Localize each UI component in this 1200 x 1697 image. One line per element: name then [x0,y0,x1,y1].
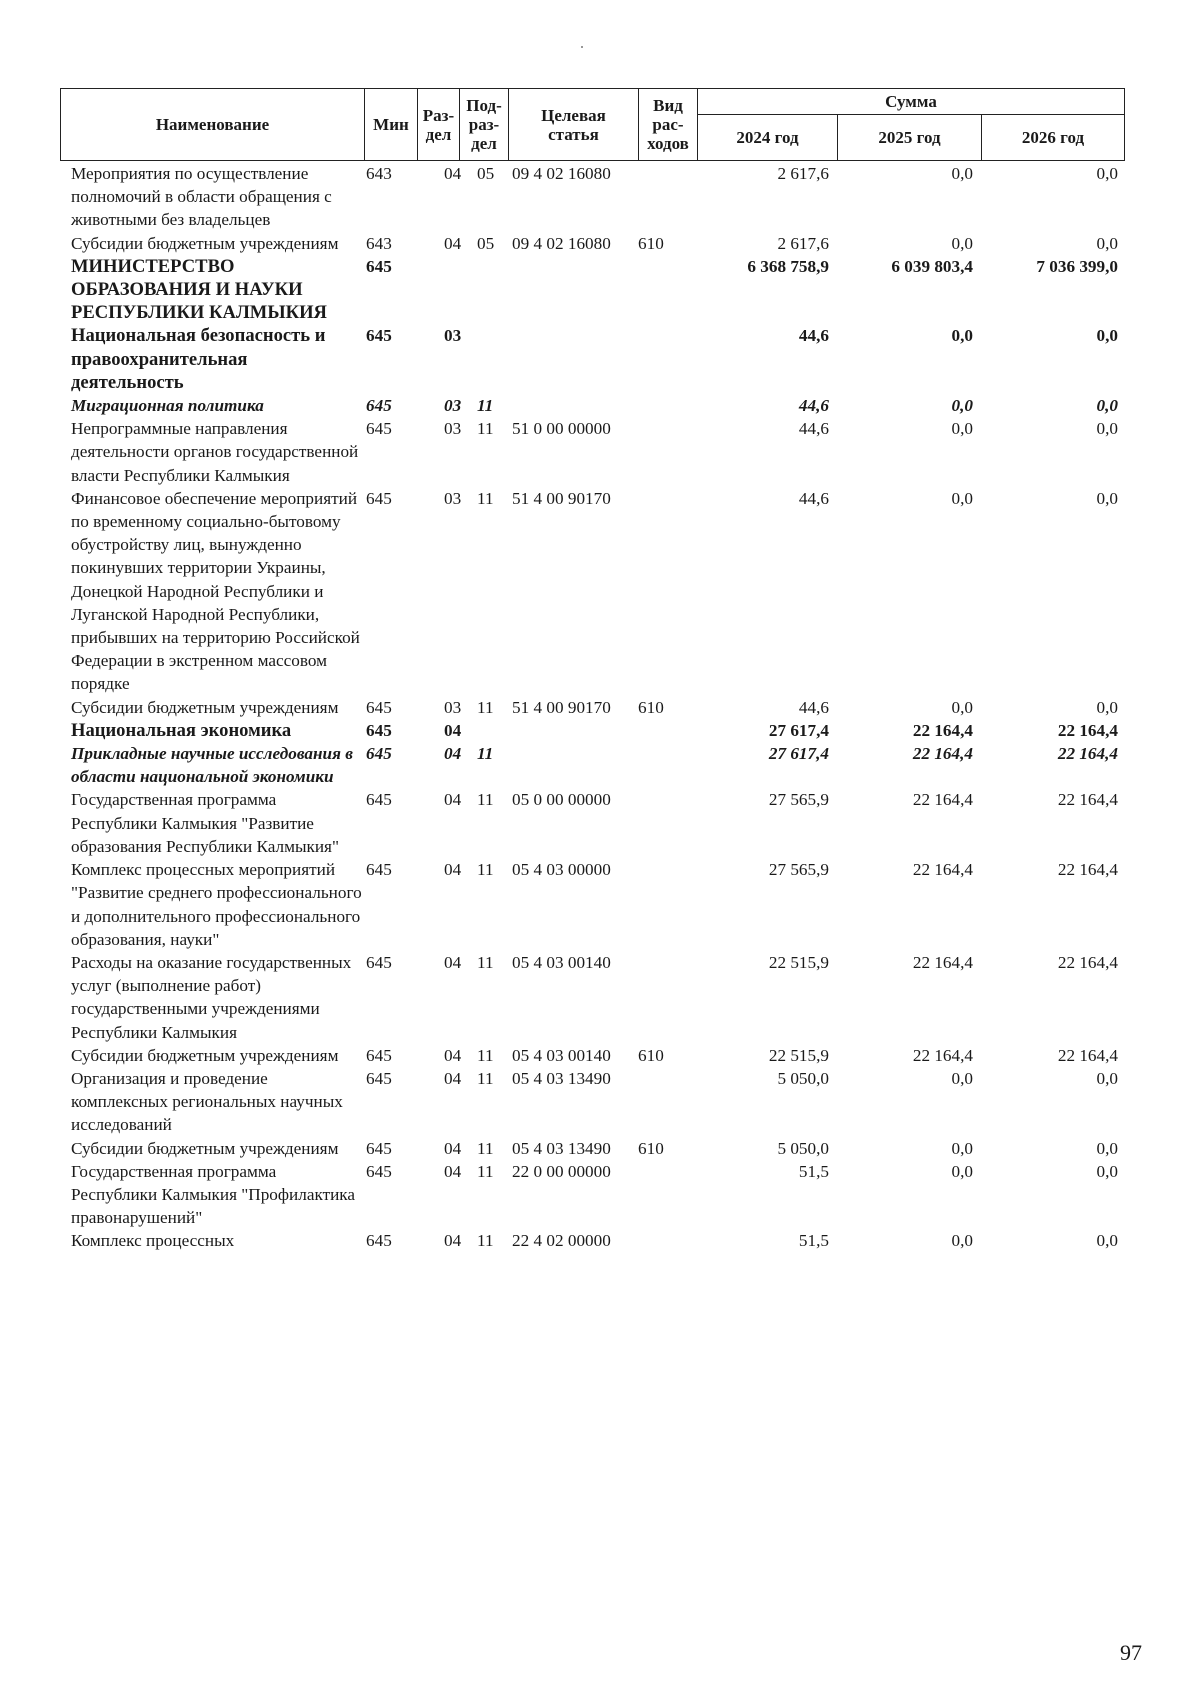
table-row [60,742,1160,788]
row-vid [638,742,697,788]
row-sum-2025: 22 164,4 [912,952,973,972]
row-sum-2024: 27 565,9 [768,790,829,810]
table-row [60,696,1160,719]
header-podrazdel-line: дел [471,134,497,153]
table-row [60,719,1160,742]
row-podrazdel: 11 [477,1161,494,1181]
row-vid [638,324,697,394]
row-name: Национальная экономика [71,719,292,741]
row-sum-2026: 0,0 [1096,396,1118,416]
row-name: Миграционная политика [71,396,264,416]
row-min: 645 [366,697,392,717]
table-header [60,88,1125,161]
row-vid: 610 [638,697,664,717]
row-sum-2024: 2 617,6 [777,233,829,253]
row-razdel: 04 [444,164,462,183]
row-razdel: 04 [444,790,462,810]
row-razdel: 04 [444,720,462,740]
row-sum-2025: 0,0 [951,1138,973,1158]
table-row [60,232,1160,255]
header-celevaya-line: статья [548,124,599,144]
row-sum-2024: 27 617,4 [768,720,829,740]
row-min: 645 [366,860,392,880]
row-name: Комплекс процессных [71,1231,235,1251]
row-name: МИНИСТЕРСТВО ОБРАЗОВАНИЯ И НАУКИ РЕСПУБЛИКИ КАЛМЫКИЯ [71,255,327,324]
row-celevaya [508,719,638,742]
row-sum-2024: 51,5 [798,1161,829,1181]
row-razdel: 04 [444,1161,462,1181]
header-podrazdel-line: Под- [466,96,502,115]
row-sum-2025: 22 164,4 [912,860,973,880]
row-sum-2026: 0,0 [1096,233,1118,253]
row-sum-2026: 0,0 [1096,164,1118,183]
row-vid [638,255,697,325]
row-name: Мероприятия по осуществление полномочий в области обращения с животными без владельцев [71,164,332,230]
row-sum-2025: 0,0 [951,488,973,508]
header-summa: Сумма [698,89,1125,115]
row-sum-2025: 0,0 [951,1231,973,1251]
row-min: 645 [366,720,392,740]
row-min: 643 [366,233,392,253]
row-min: 645 [366,1068,392,1088]
row-sum-2026: 0,0 [1096,1161,1118,1181]
row-vid [638,162,697,232]
row-sum-2025: 22 164,4 [912,1045,973,1065]
row-name: Государственная программа Республики Калмыкия "Профилактика правонарушений" [71,1161,355,1228]
row-celevaya: 51 0 00 00000 [512,419,611,439]
row-podrazdel: 11 [477,860,494,880]
row-podrazdel: 05 [477,164,495,183]
row-sum-2026: 22 164,4 [1057,790,1118,810]
row-sum-2025: 0,0 [951,419,973,439]
row-sum-2026: 0,0 [1096,419,1118,439]
row-name: Расходы на оказание государственных услуг (выполнение работ) государственными учреждениями Республики Калмыкия [71,952,352,1042]
row-vid [638,951,697,1044]
row-razdel: 04 [444,860,462,880]
table-row [60,788,1160,858]
row-sum-2025: 0,0 [951,233,973,253]
row-min: 645 [366,488,392,508]
table-row [60,858,1160,951]
row-razdel: 04 [444,233,462,253]
row-sum-2025: 22 164,4 [912,790,973,810]
table-row [60,255,1160,325]
header-podrazdel-line: раз- [468,115,500,134]
row-celevaya: 09 4 02 16080 [512,233,611,253]
row-celevaya: 51 4 00 90170 [512,697,611,717]
row-razdel: 03 [444,488,462,508]
row-min: 645 [366,1045,392,1065]
row-min: 645 [366,396,392,416]
row-name: Финансовое обеспечение мероприятий по временному социально-бытовому обустройству лиц, вынужденно покинувших территории Украины, Донецкой Народной Республики и Луганской Народной Республики, прибывших на территорию Российской Федерации в экстренном массовом порядке [71,488,360,694]
row-podrazdel [459,324,508,394]
row-vid [638,1160,697,1230]
page-number: 97 [1120,1640,1142,1665]
row-sum-2025: 22 164,4 [912,744,973,764]
row-sum-2026: 0,0 [1096,326,1118,346]
row-vid [638,394,697,417]
row-sum-2024: 2 617,6 [777,164,829,183]
row-razdel: 03 [444,396,462,416]
row-sum-2024: 44,6 [798,419,829,439]
row-sum-2026: 0,0 [1096,488,1118,508]
row-sum-2026: 22 164,4 [1057,860,1118,880]
row-celevaya: 05 0 00 00000 [512,790,611,810]
row-vid [638,1229,697,1252]
row-razdel [417,255,459,325]
row-name: Комплекс процессных мероприятий "Развитие среднего профессионального и дополнительного профессионального образования, науки" [71,860,362,949]
header-celevaya-line: Целевая [541,105,606,125]
row-celevaya [508,324,638,394]
row-name: Субсидии бюджетным учреждениям [71,1045,339,1065]
row-sum-2024: 27 617,4 [768,744,829,764]
row-sum-2024: 5 050,0 [777,1138,829,1158]
row-podrazdel: 11 [477,396,494,416]
row-name: Субсидии бюджетным учреждениям [71,697,339,717]
row-name: Непрограммные направления деятельности органов государственной власти Республики Калмыкия [71,419,359,485]
row-celevaya: 22 4 02 00000 [512,1231,611,1251]
row-celevaya [508,742,638,788]
row-podrazdel: 11 [477,744,494,764]
table-body [60,162,1160,1253]
header-year-2025: 2025 год [838,115,982,161]
table-row [60,1229,1160,1252]
row-sum-2024: 44,6 [798,697,829,717]
row-min: 645 [366,256,392,276]
row-sum-2024: 44,6 [798,326,829,346]
table-row [60,1044,1160,1067]
table-row [60,417,1160,487]
header-min: Мин [365,89,418,161]
row-min: 645 [366,1138,392,1158]
header-vid-line: ходов [647,134,689,153]
row-celevaya: 05 4 03 13490 [512,1068,611,1088]
header-razdel [418,89,460,161]
row-razdel: 04 [444,1068,462,1088]
row-vid [638,1067,697,1137]
table-row [60,951,1160,1044]
row-celevaya: 05 4 03 00140 [512,952,611,972]
header-vid-line: рас- [652,115,684,134]
row-celevaya [508,255,638,325]
row-sum-2025: 0,0 [951,164,973,183]
row-sum-2025: 0,0 [951,697,973,717]
row-vid [638,719,697,742]
row-min: 645 [366,326,392,346]
row-podrazdel: 05 [477,233,495,253]
row-min: 645 [366,1161,392,1181]
header-vid-line: Вид [653,96,683,115]
row-sum-2026: 0,0 [1096,1231,1118,1251]
scan-speck [581,46,583,48]
row-sum-2025: 0,0 [951,1161,973,1181]
table-row [60,1067,1160,1137]
row-vid [638,788,697,858]
row-sum-2026: 0,0 [1096,1068,1118,1088]
row-min: 645 [366,1231,392,1251]
row-razdel: 03 [444,419,462,439]
row-vid: 610 [638,1045,664,1065]
row-min: 645 [366,744,392,764]
row-sum-2024: 27 565,9 [768,860,829,880]
row-sum-2026: 0,0 [1096,697,1118,717]
row-sum-2025: 22 164,4 [912,720,973,740]
row-min: 645 [366,952,392,972]
row-podrazdel [459,255,508,325]
table-row [60,1160,1160,1230]
row-celevaya: 22 0 00 00000 [512,1161,611,1181]
table-row [60,487,1160,696]
row-sum-2024: 6 368 758,9 [747,256,829,276]
header-celevaya [509,89,639,161]
row-podrazdel: 11 [477,1231,494,1251]
header-year-2026: 2026 год [982,115,1125,161]
header-vid [639,89,698,161]
row-razdel: 03 [444,697,462,717]
row-name: Прикладные научные исследования в области национальной экономики [71,744,353,787]
row-celevaya: 51 4 00 90170 [512,488,611,508]
table-row [60,394,1160,417]
row-min: 645 [366,419,392,439]
row-razdel: 04 [444,952,462,972]
row-sum-2026: 22 164,4 [1057,952,1118,972]
row-podrazdel: 11 [477,1045,494,1065]
row-sum-2025: 0,0 [951,326,973,346]
row-podrazdel [459,719,508,742]
row-sum-2024: 22 515,9 [768,1045,829,1065]
row-podrazdel: 11 [477,488,494,508]
header-razdel-line: Раз- [422,105,455,125]
table-row [60,162,1160,232]
header-year-2024: 2024 год [698,115,838,161]
row-podrazdel: 11 [477,419,494,439]
row-podrazdel: 11 [477,1068,494,1088]
row-razdel: 04 [444,1138,462,1158]
row-sum-2024: 22 515,9 [768,952,829,972]
table-row [60,324,1160,394]
row-sum-2025: 0,0 [951,1068,973,1088]
row-min: 645 [366,790,392,810]
row-name: Субсидии бюджетным учреждениям [71,1138,339,1158]
row-sum-2026: 22 164,4 [1057,1045,1118,1065]
row-sum-2026: 0,0 [1096,1138,1118,1158]
row-vid: 610 [638,233,664,253]
row-razdel: 04 [444,744,462,764]
row-vid [638,417,697,487]
row-razdel: 04 [444,1045,462,1065]
row-podrazdel: 11 [477,697,494,717]
row-name: Государственная программа Республики Калмыкия "Развитие образования Республики Калмыкия" [71,790,339,856]
table-row [60,1137,1160,1160]
row-celevaya: 05 4 03 00000 [512,860,611,880]
row-podrazdel: 11 [477,952,494,972]
row-celevaya: 05 4 03 00140 [512,1045,611,1065]
header-name: Наименование [61,89,365,161]
row-podrazdel: 11 [477,1138,494,1158]
row-vid [638,487,697,696]
row-sum-2024: 44,6 [798,488,829,508]
row-name: Организация и проведение комплексных региональных научных исследований [71,1068,343,1135]
row-sum-2024: 5 050,0 [777,1068,829,1088]
row-sum-2025: 0,0 [951,396,973,416]
row-sum-2026: 7 036 399,0 [1036,256,1118,276]
row-min: 643 [366,164,392,183]
row-sum-2024: 51,5 [798,1231,829,1251]
row-name: Субсидии бюджетным учреждениям [71,233,339,253]
row-podrazdel: 11 [477,790,494,810]
row-celevaya: 05 4 03 13490 [512,1138,611,1158]
row-sum-2025: 6 039 803,4 [891,256,973,276]
row-sum-2024: 44,6 [798,396,829,416]
row-name: Национальная безопасность и правоохранительная деятельность [71,325,326,393]
header-podrazdel [460,89,509,161]
row-vid [638,858,697,951]
row-celevaya [508,394,638,417]
row-celevaya: 09 4 02 16080 [512,164,611,183]
header-razdel-line: дел [425,124,452,144]
row-razdel: 03 [444,326,462,346]
row-razdel: 04 [444,1231,462,1251]
row-sum-2026: 22 164,4 [1057,720,1118,740]
row-sum-2026: 22 164,4 [1057,744,1118,764]
row-vid: 610 [638,1138,664,1158]
